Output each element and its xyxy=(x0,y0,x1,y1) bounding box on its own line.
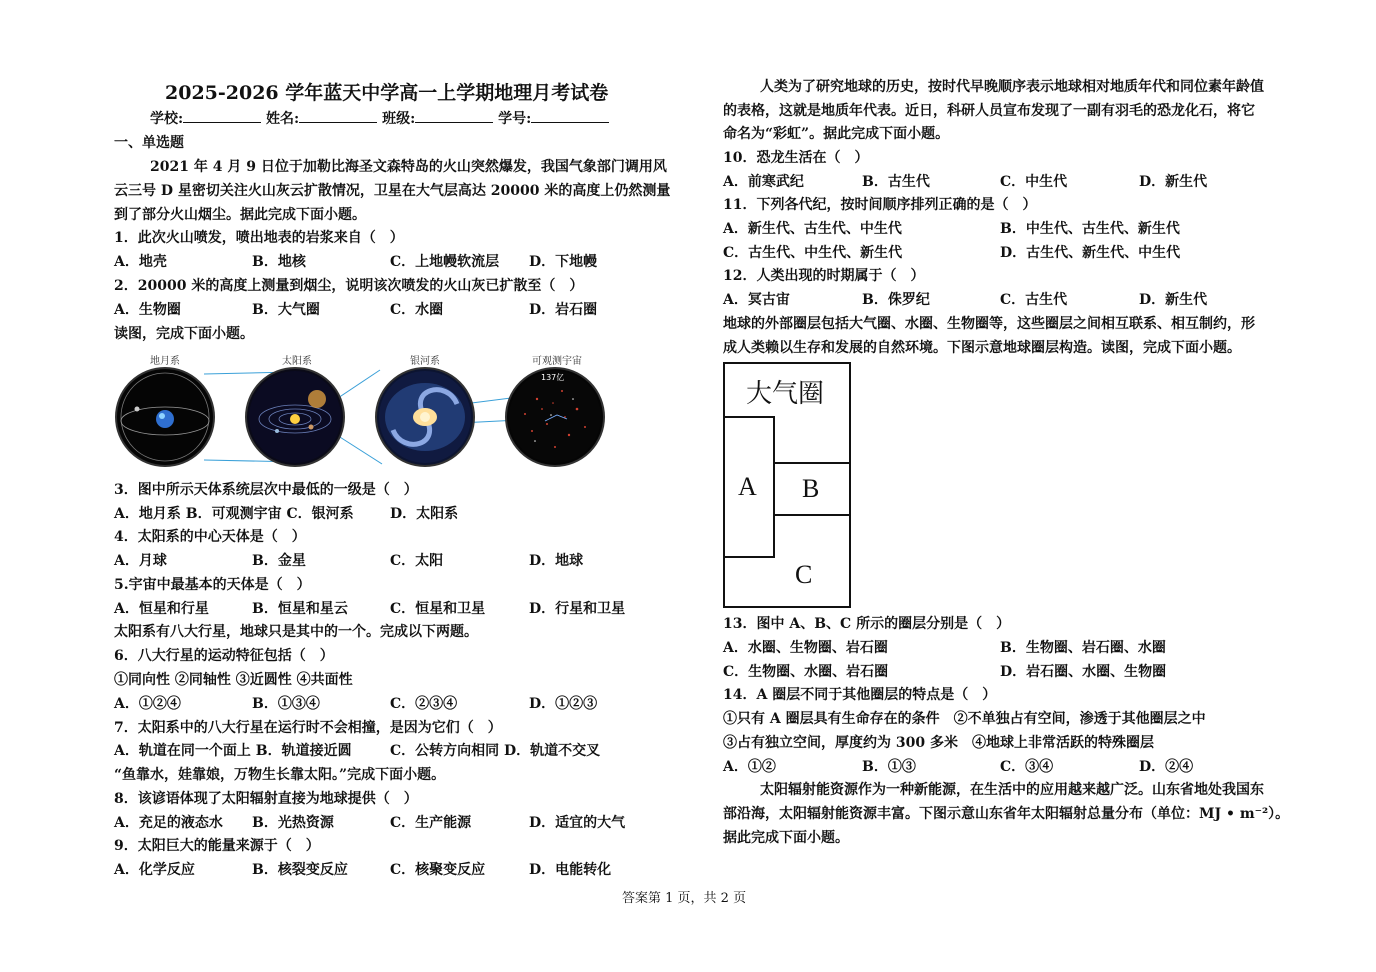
intro-paragraph-line: 据此完成下面小题。 xyxy=(723,830,849,846)
intro-paragraph-line: “鱼靠水，娃靠娘，万物生长靠太阳。”完成下面小题。 xyxy=(114,767,446,783)
intro-paragraph-line: 地球的外部圈层包括大气圈、水圈、生物圈等，这些圈层之间相互联系、相互制约，形 xyxy=(723,316,1255,332)
q4-option-c[interactable]: C．太阳 xyxy=(390,553,444,569)
q14-option-c[interactable]: C．③④ xyxy=(1000,759,1054,775)
q8-option-d[interactable]: D．适宜的大气 xyxy=(529,815,626,831)
intro-paragraph-line: 2021 年 4 月 9 日位于加勒比海圣文森特岛的火山突然爆发，我国气象部门调用风 xyxy=(150,159,667,175)
school-label: 学校: xyxy=(150,111,184,127)
q11-option-c[interactable]: C．古生代、中生代、新生代 xyxy=(723,245,903,261)
q5-option-b[interactable]: B．恒星和星云 xyxy=(252,601,348,617)
q7-option-cd[interactable]: C．公转方向相同 D．轨道不交叉 xyxy=(390,743,601,759)
q11-option-d[interactable]: D．古生代、新生代、中生代 xyxy=(1000,245,1181,261)
q2-option-b[interactable]: B．大气圈 xyxy=(252,302,320,318)
intro-paragraph-line: 云三号 D 星密切关注火山灰云扩散情况，卫星在大气层高达 20000 米的高度上仍然测量 xyxy=(114,183,671,199)
q3-option-abc[interactable]: A．地月系 B．可观测宇宙 C．银河系 xyxy=(114,506,354,522)
question-2: 2．20000 米的高度上测量到烟尘，说明该次喷发的火山灰已扩散至（ ） xyxy=(114,278,584,294)
q14-statements-1: ①只有 A 圈层具有生命存在的条件 ②不单独占有空间，渗透于其他圈层之中 xyxy=(723,711,1206,727)
atmosphere-label: 大气圈 xyxy=(746,379,825,408)
name-field[interactable] xyxy=(299,110,377,123)
name-label: 姓名: xyxy=(266,111,300,127)
caption-solar-system: 太阳系 xyxy=(282,356,312,367)
intro-paragraph-line: 部沿海，太阳辐射能资源丰富。下图示意山东省年太阳辐射总量分布（单位：MJ • m⁻²）。 xyxy=(723,806,1290,822)
earth-moon-system-image xyxy=(115,367,215,467)
section-heading: 一、单选题 xyxy=(114,135,184,151)
q11-option-a[interactable]: A．新生代、古生代、中生代 xyxy=(723,221,902,237)
q12-option-a[interactable]: A．冥古宙 xyxy=(723,292,790,308)
q12-option-d[interactable]: D．新生代 xyxy=(1139,292,1208,308)
intro-paragraph-line: 人类为了研究地球的历史，按时代早晚顺序表示地球相对地质年代和同位素年龄值 xyxy=(760,79,1264,95)
layer-c-label: C xyxy=(795,560,813,589)
q13-option-c[interactable]: C．生物圈、水圈、岩石圈 xyxy=(723,664,889,680)
q12-option-c[interactable]: C．古生代 xyxy=(1000,292,1068,308)
q5-option-d[interactable]: D．行星和卫星 xyxy=(529,601,626,617)
solar-system-image xyxy=(245,367,345,467)
student-id-field[interactable] xyxy=(531,110,609,123)
q11-option-b[interactable]: B．中生代、古生代、新生代 xyxy=(1000,221,1180,237)
intro-paragraph-line: 太阳系有八大行星，地球只是其中的一个。完成以下两题。 xyxy=(114,624,478,640)
class-field[interactable] xyxy=(415,110,493,123)
q10-option-d[interactable]: D．新生代 xyxy=(1139,174,1208,190)
question-8: 8．该谚语体现了太阳辐射直接为地球提供（ ） xyxy=(114,791,418,807)
q5-option-a[interactable]: A．恒星和行星 xyxy=(114,601,209,617)
observable-universe-image xyxy=(505,367,605,467)
question-3: 3．图中所示天体系统层次中最低的一级是（ ） xyxy=(114,482,418,498)
q6-option-a[interactable]: A．①②④ xyxy=(114,696,181,712)
q6-option-c[interactable]: C．②③④ xyxy=(390,696,458,712)
q13-option-a[interactable]: A．水圈、生物圈、岩石圈 xyxy=(723,640,888,656)
caption-earth-moon-system: 地月系 xyxy=(150,356,180,367)
q13-option-d[interactable]: D．岩石圈、水圈、生物圈 xyxy=(1000,664,1167,680)
q14-option-a[interactable]: A．①② xyxy=(723,759,776,775)
student-info-line xyxy=(150,110,609,128)
caption-observable-universe: 可观测宇宙 xyxy=(532,356,582,367)
intro-paragraph-line: 命名为“彩虹”。据此完成下面小题。 xyxy=(723,126,950,142)
page-footer: 答案第 1 页，共 2 页 xyxy=(622,891,747,906)
question-6: 6．八大行星的运动特征包括（ ） xyxy=(114,648,334,664)
q14-option-d[interactable]: D．②④ xyxy=(1139,759,1194,775)
student-id-label: 学号: xyxy=(498,111,532,127)
q9-option-b[interactable]: B．核裂变反应 xyxy=(252,862,348,878)
class-label: 班级: xyxy=(382,111,416,127)
q8-option-b[interactable]: B．光热资源 xyxy=(252,815,334,831)
q1-option-b[interactable]: B．地核 xyxy=(252,254,306,270)
layer-a-label: A xyxy=(738,472,757,501)
intro-paragraph-line: 的表格，这就是地质年代表。近日，科研人员宣布发现了一副有羽毛的恐龙化石，将它 xyxy=(723,103,1255,119)
q8-option-c[interactable]: C．生产能源 xyxy=(390,815,472,831)
q9-option-d[interactable]: D．电能转化 xyxy=(529,862,612,878)
q9-option-a[interactable]: A．化学反应 xyxy=(114,862,195,878)
q1-option-d[interactable]: D．下地幔 xyxy=(529,254,598,270)
universe-age-label: 137亿 xyxy=(541,373,565,382)
q14-option-b[interactable]: B．①③ xyxy=(862,759,916,775)
milky-way-image xyxy=(375,367,475,467)
q4-option-d[interactable]: D．地球 xyxy=(529,553,584,569)
intro-paragraph-line: 太阳辐射能资源作为一种新能源，在生活中的应用越来越广泛。山东省地处我国东 xyxy=(760,782,1264,798)
question-11: 11．下列各代纪，按时间顺序排列正确的是（ ） xyxy=(723,197,1037,213)
q1-option-a[interactable]: A．地壳 xyxy=(114,254,167,270)
q3-option-d[interactable]: D．太阳系 xyxy=(390,506,459,522)
question-5: 5.宇宙中最基本的天体是（ ） xyxy=(114,577,311,593)
q1-option-c[interactable]: C．上地幔软流层 xyxy=(390,254,500,270)
q2-option-d[interactable]: D．岩石圈 xyxy=(529,302,598,318)
question-13: 13．图中 A、B、C 所示的圈层分别是（ ） xyxy=(723,616,1011,632)
caption-milky-way: 银河系 xyxy=(410,356,440,367)
q6-option-b[interactable]: B．①③④ xyxy=(252,696,320,712)
q10-option-b[interactable]: B．古生代 xyxy=(862,174,930,190)
question-12: 12．人类出现的时期属于（ ） xyxy=(723,268,925,284)
read-figure-instruction: 读图，完成下面小题。 xyxy=(114,326,254,342)
intro-paragraph-line: 到了部分火山烟尘。据此完成下面小题。 xyxy=(114,207,366,223)
q2-option-a[interactable]: A．生物圈 xyxy=(114,302,181,318)
q6-statements: ①同向性 ②同轴性 ③近圆性 ④共面性 xyxy=(114,672,353,688)
q10-option-c[interactable]: C．中生代 xyxy=(1000,174,1068,190)
q10-option-a[interactable]: A．前寒武纪 xyxy=(723,174,804,190)
intro-paragraph-line: 成人类赖以生存和发展的自然环境。下图示意地球圈层构造。读图，完成下面小题。 xyxy=(723,340,1241,356)
q6-option-d[interactable]: D．①②③ xyxy=(529,696,598,712)
q9-option-c[interactable]: C．核聚变反应 xyxy=(390,862,486,878)
q4-option-b[interactable]: B．金星 xyxy=(252,553,306,569)
question-4: 4．太阳系的中心天体是（ ） xyxy=(114,529,306,545)
q2-option-c[interactable]: C．水圈 xyxy=(390,302,444,318)
q7-option-ab[interactable]: A．轨道在同一个面上 B．轨道接近圆 xyxy=(114,743,352,759)
layer-b-label: B xyxy=(802,474,820,503)
question-9: 9．太阳巨大的能量来源于（ ） xyxy=(114,838,320,854)
question-14: 14．A 圈层不同于其他圈层的特点是（ ） xyxy=(723,687,997,703)
school-field[interactable] xyxy=(183,110,261,123)
q14-statements-2: ③占有独立空间，厚度约为 300 多米 ④地球上非常活跃的特殊圈层 xyxy=(723,735,1154,751)
q4-option-a[interactable]: A．月球 xyxy=(114,553,167,569)
q13-option-b[interactable]: B．生物圈、岩石圈、水圈 xyxy=(1000,640,1166,656)
q8-option-a[interactable]: A．充足的液态水 xyxy=(114,815,223,831)
q12-option-b[interactable]: B．侏罗纪 xyxy=(862,292,930,308)
question-1: 1．此次火山喷发，喷出地表的岩浆来自（ ） xyxy=(114,230,404,246)
q5-option-c[interactable]: C．恒星和卫星 xyxy=(390,601,486,617)
question-7: 7．太阳系中的八大行星在运行时不会相撞，是因为它们（ ） xyxy=(114,720,502,736)
exam-title: 2025-2026 学年蓝天中学高一上学期地理月考试卷 xyxy=(165,82,609,104)
question-10: 10．恐龙生活在（ ） xyxy=(723,150,869,166)
